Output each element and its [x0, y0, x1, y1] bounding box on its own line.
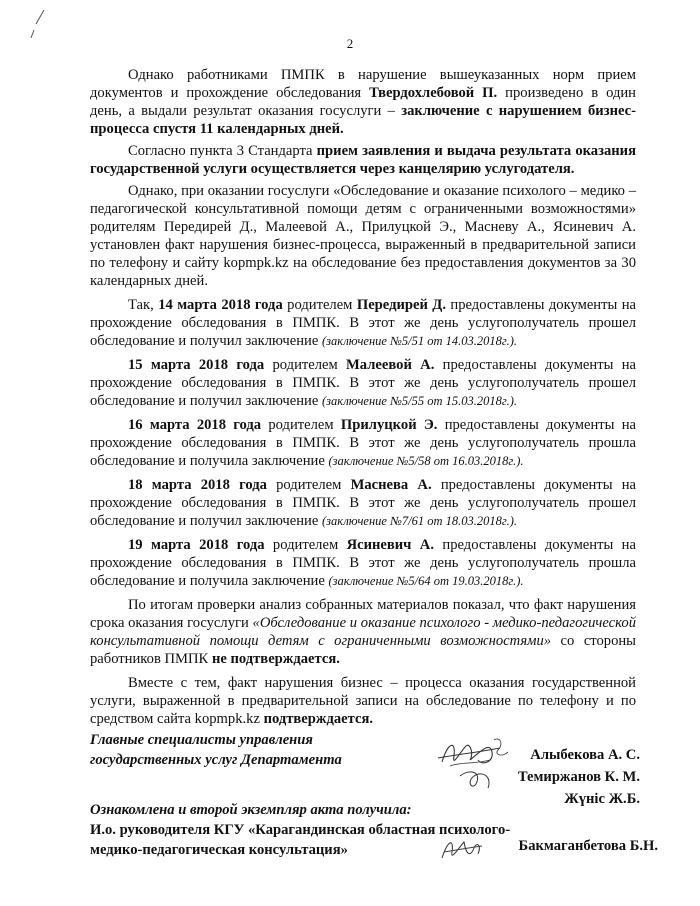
text-run: родителем: [282, 297, 357, 313]
bold-text: 16 марта 2018 года: [128, 417, 262, 433]
signatory-name-3: Жүніс Ж.Б.: [564, 791, 640, 807]
text-run: предоставлены документы на прохождение обследования в ПМПК. В этот же день услугополучатель прошел обследование и получил заключение: [90, 297, 636, 349]
conclusion-reference: (заключение №7/61 от 18.03.2018г.).: [321, 514, 518, 528]
bold-text: Ясиневич А.: [346, 537, 434, 553]
text-run: Согласно пункта 3 Стандарта: [128, 143, 317, 159]
bold-text: Передирей Д.: [356, 297, 446, 313]
handwritten-signatures: [430, 732, 530, 794]
text-run: родителем: [266, 477, 351, 493]
conclusion-reference: (заключение №5/55 от 15.03.2018г.).: [321, 394, 518, 408]
text-run: предоставлены документы на прохождение обследования в ПМПК. В этот же день услугополучатель прошла обследование и получила заключение: [90, 537, 636, 589]
paragraph: [90, 182, 636, 290]
paragraph: [90, 476, 636, 530]
text-run: произведено в один день, а выдали результат оказания госуслуги –: [90, 85, 636, 119]
paragraph: [90, 674, 636, 728]
bold-text: Маснева А.: [350, 477, 432, 493]
bold-text: подтверждается.: [263, 711, 373, 727]
text-run: предоставлены документы на прохождение обследования в ПМПК. В этот же день услугополучатель прошел обследование и получил заключение: [90, 357, 636, 409]
text-run: родителем: [264, 537, 347, 553]
bold-text: 19 марта 2018 года: [128, 537, 265, 553]
bold-text: заключение с нарушением бизнес-процесса спустя 11 календарных дней.: [90, 103, 636, 137]
text-run: Так,: [128, 297, 159, 313]
acknowledgement-line1: Ознакомлена и второй экземпляр акта получила:: [90, 802, 412, 818]
text-run: родителем: [261, 417, 341, 433]
signatory-name-2: Темиржанов К. М.: [517, 769, 640, 785]
acknowledgement-line2: И.о. руководителя КГУ «Карагандинская областная психолого-: [90, 822, 511, 838]
bold-text: 15 марта 2018 года: [128, 357, 265, 373]
bold-text: Твердохлебовой П.: [369, 85, 498, 101]
text-run: Вместе с тем, факт нарушения бизнес – процесса оказания государственной услуги, выраженной в предварительной записи на обследование по телефону и по средством сайта kopmpk.kz: [90, 675, 636, 727]
text-run: родителем: [264, 357, 347, 373]
bold-text: не подтверждается.: [211, 651, 340, 667]
paragraph: [90, 356, 636, 410]
bold-text: Прилуцкой Э.: [340, 417, 438, 433]
bold-text: Малеевой А.: [346, 357, 435, 373]
acknowledgement-line3: медико-педагогическая консультация»: [90, 842, 348, 858]
text-run: предоставлены документы на прохождение обследования в ПМПК. В этот же день услугополучатель прошла обследование и получила заключение: [90, 417, 636, 469]
paragraph: [90, 416, 636, 470]
text-run: Однако, при оказании госуслуги «Обследование и оказание психолого – медико – педагогической консультативной помощи детям с ограниченными возможностями» родителям Передирей Д., Малеевой А., Прилуцкой Э., Масневу А., Ясиневич А. установлен факт нарушения бизнес-процесса, выраженный в предварительной записи по телефону и сайту kopmpk.kz на обследование без предоставления документов за 30 календарных дней.: [90, 183, 636, 289]
conclusion-reference: (заключение №5/51 от 14.03.2018г.).: [321, 334, 518, 348]
paragraph: [90, 596, 636, 668]
service-name: «Обследование и оказание психолого - медико-педагогической консультативной помощи детям с ограниченными возможностями»: [90, 615, 636, 649]
paragraph: [90, 296, 636, 350]
paragraph: [90, 536, 636, 590]
paragraph: [90, 66, 636, 138]
conclusion-reference: (заключение №5/58 от 16.03.2018г.).: [328, 454, 524, 468]
paragraph: [90, 142, 636, 178]
acknowledgement-signature: [438, 832, 486, 866]
acknowledgement-name: Бакмаганбетова Б.Н.: [518, 838, 658, 854]
text-run: Однако работниками ПМПК в нарушение вышеуказанных норм прием документов и прохождение обследования: [90, 67, 636, 101]
bold-text: 18 марта 2018 года: [128, 477, 267, 493]
signatory-name-1: Алыбекова А. С.: [530, 747, 640, 763]
signatories-title-line2: государственных услуг Департамента: [90, 752, 342, 768]
document-body: [90, 66, 636, 732]
signatories-title-line1: Главные специалисты управления: [90, 732, 313, 748]
bold-text: 14 марта 2018 года: [158, 297, 283, 313]
page-number: 2: [346, 36, 354, 51]
conclusion-reference: (заключение №5/64 от 19.03.2018г.).: [328, 574, 524, 588]
text-run: По итогам проверки анализ собранных материалов показал, что факт нарушения срока оказания госуслуги: [90, 597, 636, 631]
text-run: предоставлены документы на прохождение обследования в ПМПК. В этот же день услугополучатель прошел обследование и получил заключение: [90, 477, 636, 529]
text-run: со стороны работников ПМПК: [90, 633, 636, 667]
bold-text: прием заявления и выдача результата оказания государственной услуги осуществляется через канцелярию услугодателя.: [90, 143, 636, 177]
signatories-title: [90, 730, 342, 770]
